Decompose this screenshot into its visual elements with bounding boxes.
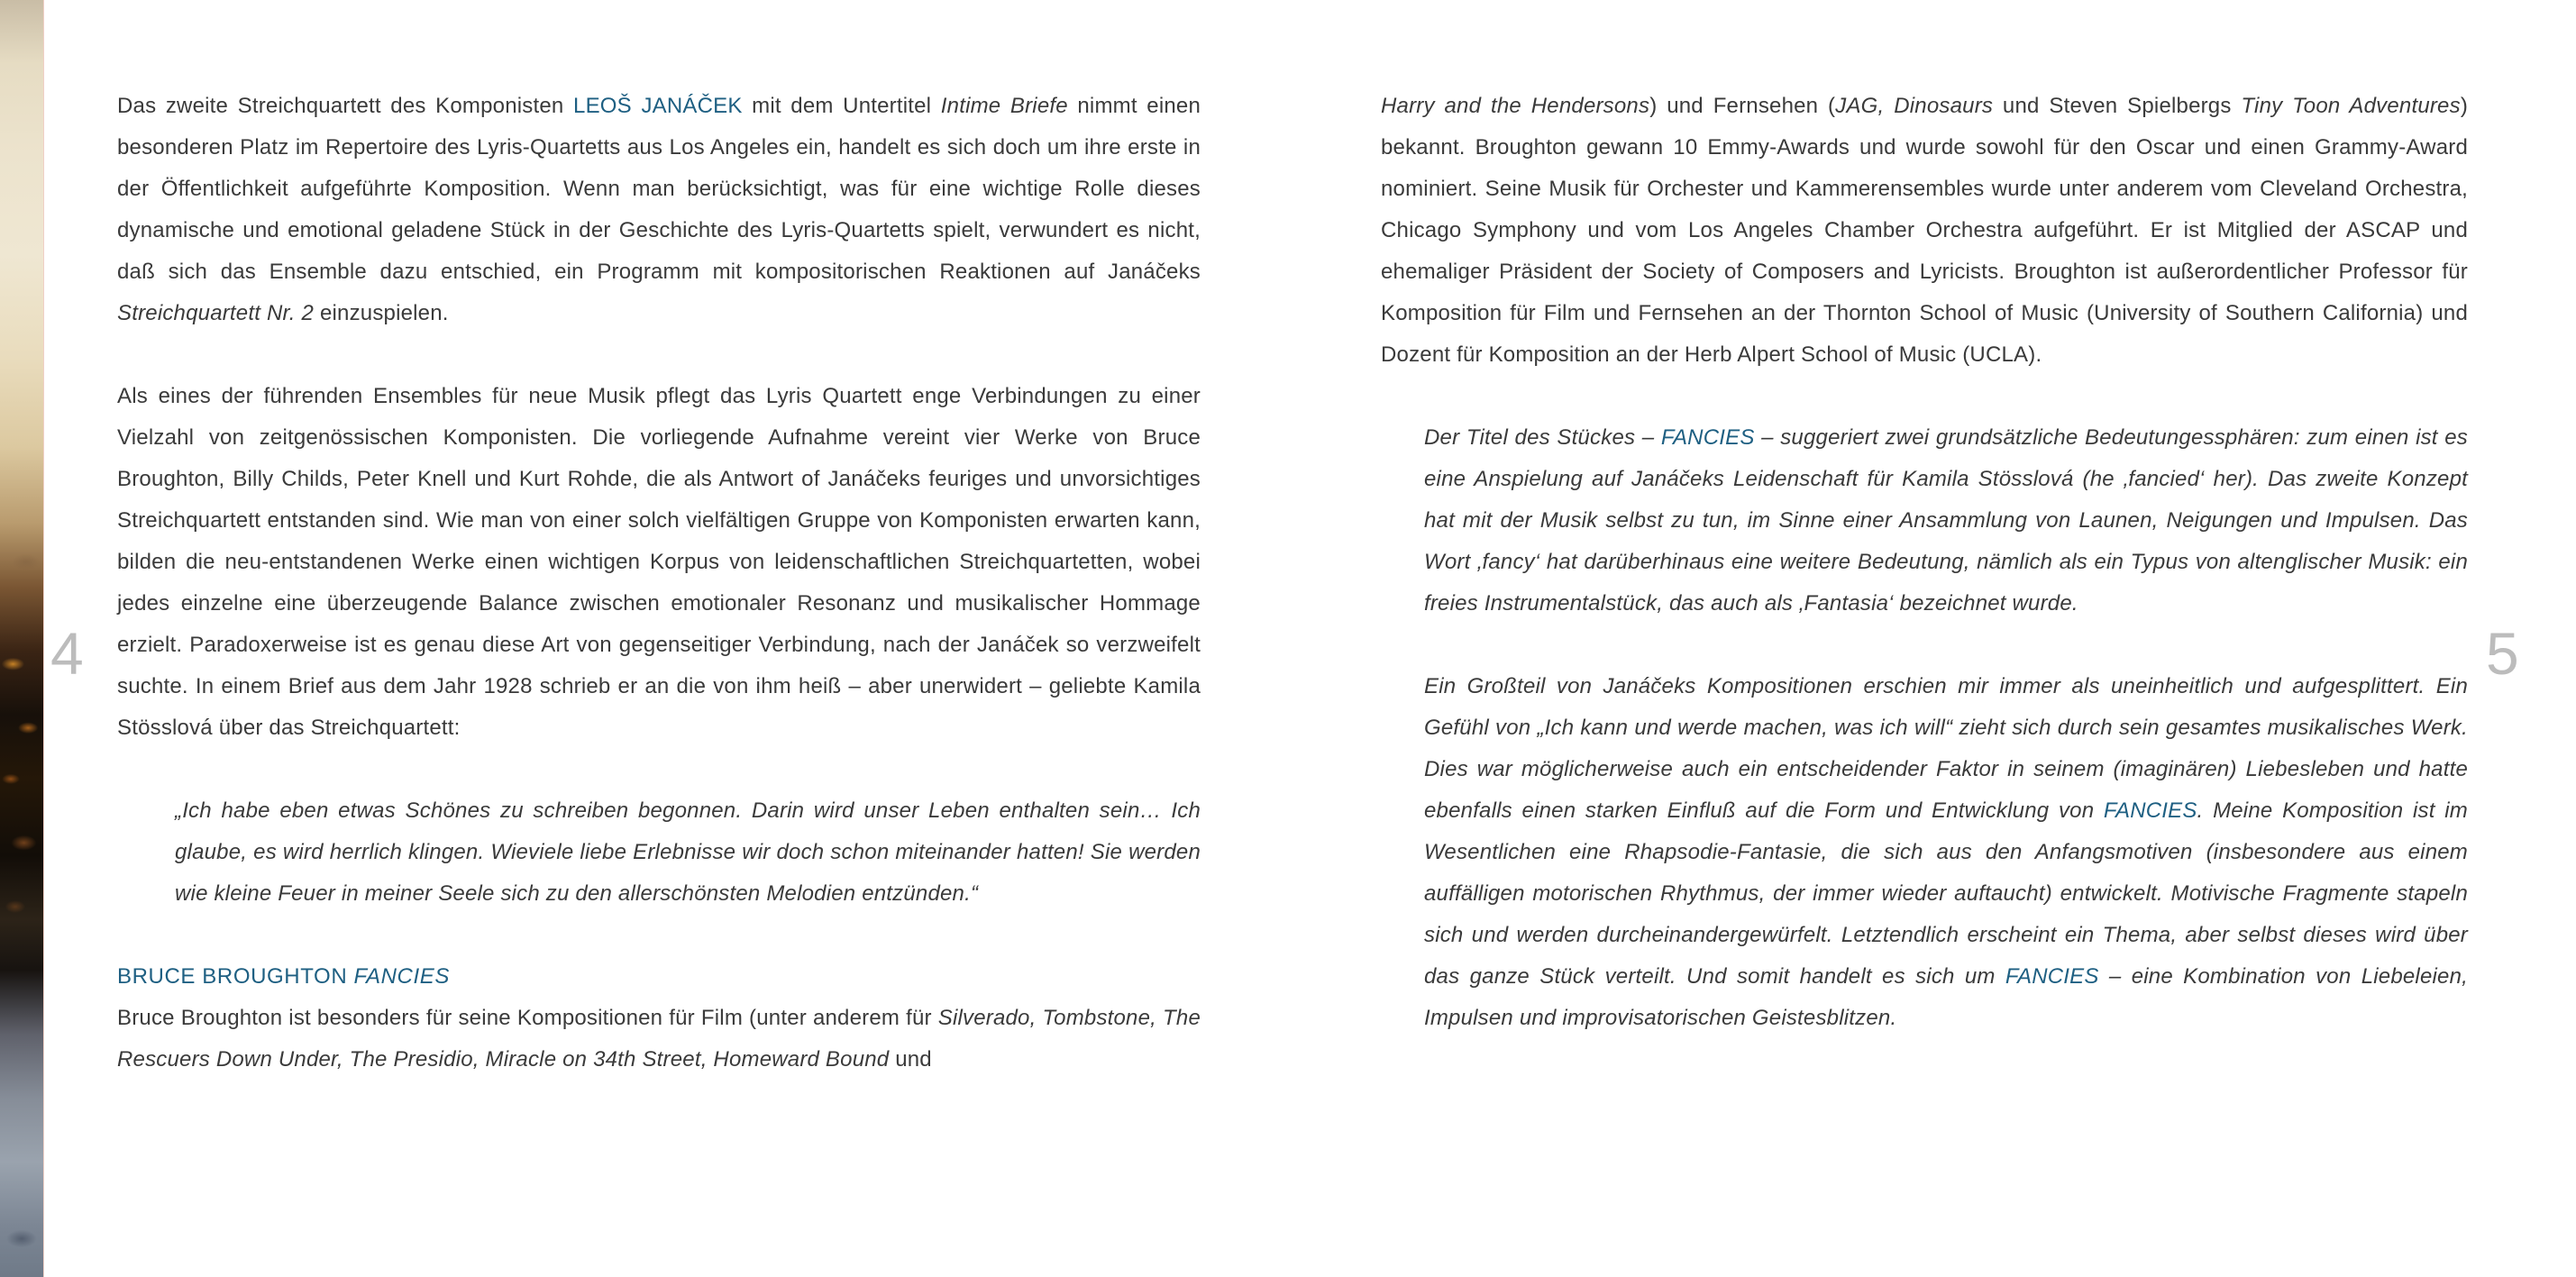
text-run: Ein Großteil von Janáčeks Kompositionen erschien mir immer als uneinheitlich und aufgesplittert. Ein Gefühl von „Ich kann und werde machen, was ich will“ zieht sich durch sein gesamtes musikalisches Werk. Dies war möglicherweise auch ein entscheidender Faktor in seinem (imaginären) Liebesleben und hatte ebenfalls einen starken Einfluß auf die Form und Entwicklung von [1424,674,2468,823]
bruce-broughton-fancies-heading [117,956,1201,998]
text-run: Das zweite Streichquartett des Komponisten [117,94,574,118]
text-run: BRUCE BROUGHTON [117,964,354,989]
left-edge-rock-photo [0,0,44,1277]
text-run: Tiny Toon Adventures [2241,94,2461,118]
broughton-bio-paragraph [117,998,1201,1081]
text-run: mit dem Untertitel [742,94,941,118]
page-right-text-column [1381,86,2468,1039]
page-left-text-column [117,86,1201,1081]
text-run: „Ich habe eben etwas Schönes zu schreiben begonnen. Darin wird unser Leben enthalten sein… Ich glaube, es wird herrlich klingen. Wieviele liebe Erlebnisse wir doch schon miteinander hatten! Sie werden wie kleine Feuer in meiner Seele sich zu den allerschönsten Melodien entzünden.“ [175,798,1201,906]
text-run: FANCIES [353,964,450,989]
text-run: FANCIES [2005,964,2099,989]
page-number-left: 4 [50,620,84,687]
text-run: JAG, Dinosaurs [1835,94,1994,118]
text-run: Harry and the Hendersons [1381,94,1650,118]
fancies-title-paragraph [1424,417,2468,625]
text-run: einzuspielen. [314,301,449,325]
composer-note-paragraph [1424,666,2468,1039]
intro-paragraph [117,86,1201,334]
text-run: ) bekannt. Broughton gewann 10 Emmy-Awards und wurde sowohl für den Oscar und einen Grammy-Award nominiert. Seine Musik für Orchester und Kammerensembles wurde unter anderem vom Cleveland Orchestra, Chicago Symphony und vom Los Angeles Chamber Orchestra aufgeführt. Er ist Mitglied der ASCAP und ehemaliger Präsident der Society of Composers and Lyricists. Broughton ist außerordentlicher Professor für Komposition für Film und Fernsehen an der Thornton School of Music (University of Southern California) und Dozent für Komposition an der Herb Alpert School of Music (UCLA). [1381,94,2469,367]
text-run: ) und Fernsehen ( [1649,94,1836,118]
ensemble-paragraph [117,376,1201,749]
text-run: Silverado, Tombstone, The Rescuers Down Under, The Presidio, Miracle on 34th Street, Homeward Bound [117,1006,1201,1072]
page-number-right: 5 [2486,620,2519,687]
text-run: Der Titel des Stückes – [1424,425,1661,450]
janacek-letter-quote [175,790,1201,915]
text-run: FANCIES [1660,425,1755,450]
text-run: LEOŠ JANÁČEK [573,94,743,118]
text-run: – eine Kombination von Liebeleien, Impulsen und improvisatorischen Geistesblitzen. [1424,964,2468,1030]
text-run: – suggeriert zwei grundsätzliche Bedeutungessphären: zum einen ist es eine Anspielung auf Janáčeks Leidenschaft für Kamila Stösslová (he ‚fancied‘ her). Das zweite Konzept hat mit der Musik selbst zu tun, im Sinne einer Ansammlung von Launen, Neigungen und Impulsen. Das Wort ‚fancy‘ hat darüberhinaus eine weitere Bedeutung, nämlich als ein Typus von altenglischer Musik: ein freies Instrumentalstück, das auch als ‚Fantasia‘ bezeichnet wurde. [1424,425,2468,616]
text-run: Intime Briefe [940,94,1068,118]
broughton-bio-continued-paragraph [1381,86,2468,376]
text-run: Bruce Broughton ist besonders für seine Kompositionen für Film (unter anderem für [117,1006,938,1030]
text-run: nimmt einen besonderen Platz im Repertoire des Lyris-Quartetts aus Los Angeles ein, handelt es sich doch um ihre erste in der Öffentlichkeit aufgeführte Komposition. Wenn man berücksichtigt, was für eine wichtige Rolle dieses dynamische und emotional geladene Stück in der Geschichte des Lyris-Quartetts spielt, verwundert es nicht, daß sich das Ensemble dazu entschied, ein Programm mit kompositorischen Reaktionen auf Janáčeks [117,94,1201,284]
text-run: und Steven Spielbergs [1993,94,2242,118]
text-run: und [889,1047,932,1072]
text-run: . Meine Komposition ist im Wesentlichen eine Rhapsodie-Fantasie, die sich aus den Anfangsmotiven (insbesondere aus einem auffälligen motorischen Rhythmus, der immer wieder auftaucht) entwickelt. Motivische Fragmente stapeln sich und werden durcheinandergewürfelt. Letztendlich erscheint ein Thema, aber selbst dieses wird über das ganze Stück verteilt. Und somit handelt es sich um [1424,798,2468,989]
text-run: Streichquartett Nr. 2 [117,301,315,325]
text-run: FANCIES [2103,798,2197,823]
text-run: Als eines der führenden Ensembles für neue Musik pflegt das Lyris Quartett enge Verbindungen zu einer Vielzahl von zeitgenössischen Komponisten. Die vorliegende Aufnahme vereint vier Werke von Bruce Broughton, Billy Childs, Peter Knell und Kurt Rohde, die als Antwort of Janáčeks feuriges und unvorsichtiges Streichquartett entstanden sind. Wie man von einer solch vielfältigen Gruppe von Komponisten erwarten kann, bilden die neu-entstandenen Werke einen wichtigen Korpus von leidenschaftlichen Streichquartetten, wobei jedes einzelne eine überzeugende Balance zwischen emotionaler Resonanz und musikalischer Hommage erzielt. Paradoxerweise ist es genau diese Art von gegenseitiger Verbindung, nach der Janáček so verzweifelt suchte. In einem Brief aus dem Jahr 1928 schrieb er an die von ihm heiß – aber unerwidert – geliebte Kamila Stösslová über das Streichquartett: [117,384,1201,740]
